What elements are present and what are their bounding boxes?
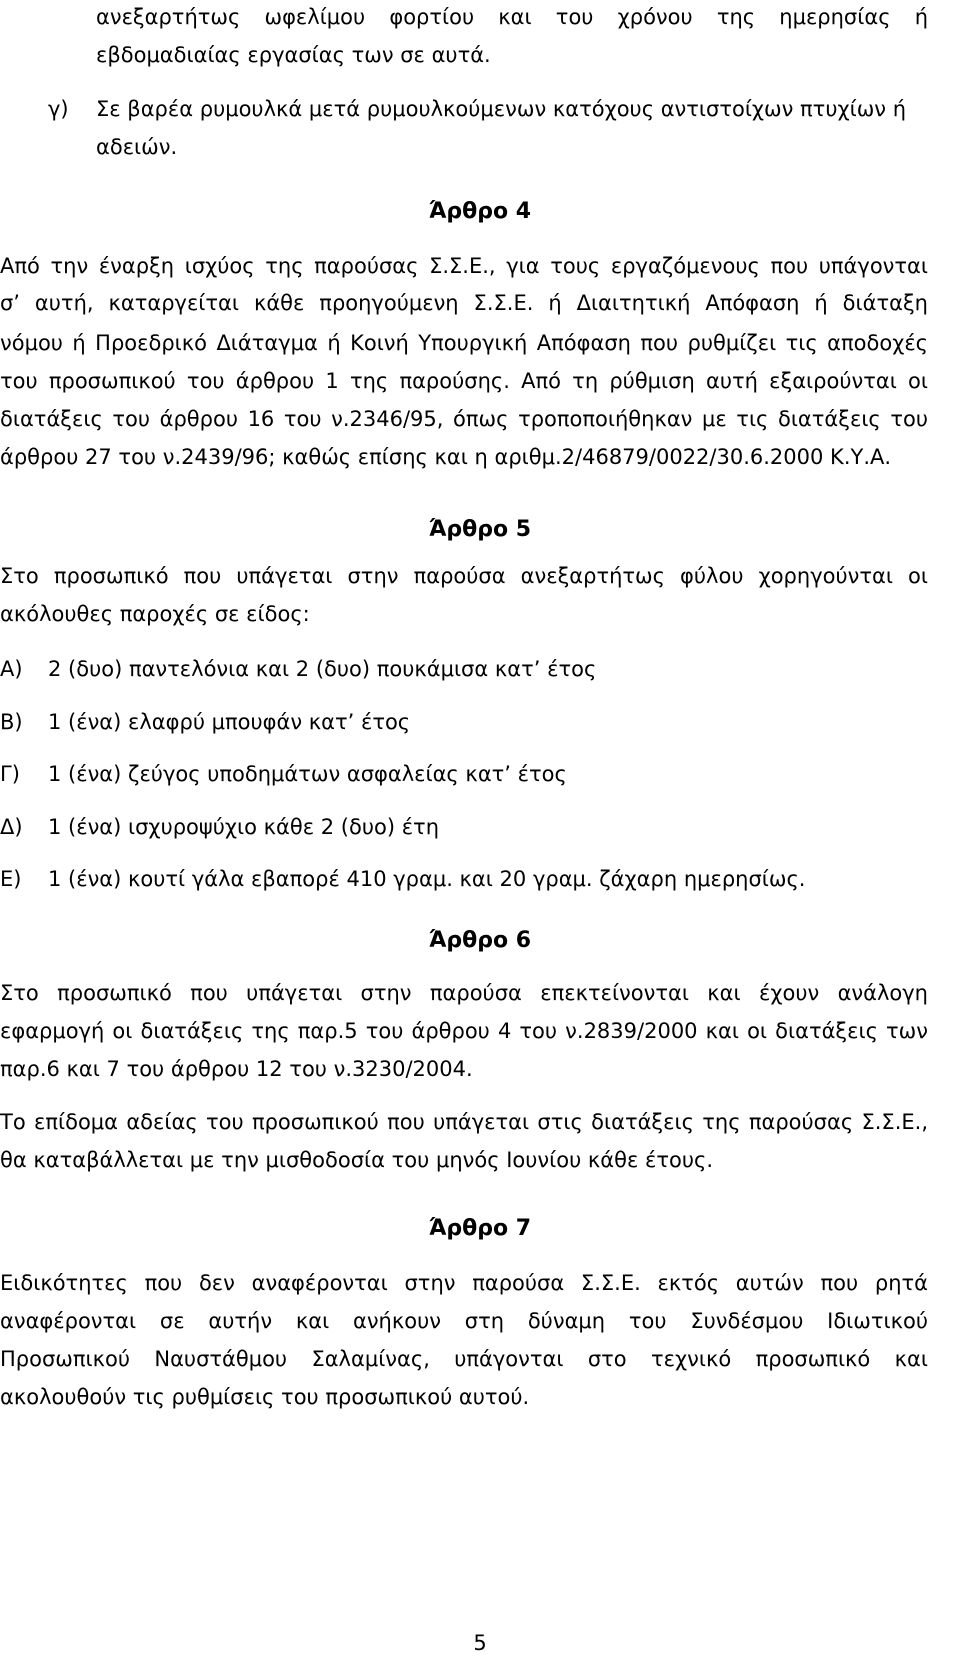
paragraph-line: Προσωπικού Ναυστάθμου Σαλαμίνας, υπάγονται στο τεχνικό προσωπικό και xyxy=(0,1347,928,1371)
paragraph-line: άρθρου 27 του ν.2439/96; καθώς επίσης και η αριθμ.2/46879/0022/30.6.2000 Κ.Υ.Α. xyxy=(0,445,892,469)
paragraph-line: Ειδικότητες που δεν αναφέρονται στην παρούσα Σ.Σ.Ε. εκτός αυτών που ρητά xyxy=(0,1271,928,1295)
paragraph-line: αδειών. xyxy=(96,135,178,159)
list-label: γ) xyxy=(48,97,69,121)
paragraph-line: Στο προσωπικό που υπάγεται στην παρούσα ανεξαρτήτως φύλου χορηγούνται οι xyxy=(0,564,928,588)
article-heading: Άρθρο 7 xyxy=(428,1216,532,1241)
paragraph-line: Στο προσωπικό που υπάγεται στην παρούσα επεκτείνονται και έχουν ανάλογη xyxy=(0,981,928,1005)
paragraph-line: εβδομαδιαίας εργασίας των σε αυτά. xyxy=(96,43,491,67)
list-label: Α) xyxy=(0,657,23,681)
page-number: 5 xyxy=(473,1631,487,1655)
list-item xyxy=(0,866,805,892)
list-item xyxy=(0,656,596,682)
list-item xyxy=(0,761,567,787)
paragraph-line: ακόλουθες παροχές σε είδος: xyxy=(0,602,310,626)
list-item xyxy=(0,709,410,735)
paragraph-line: αναφέρονται σε αυτήν και ανήκουν στη δύναμη του Συνδέσμου Ιδιωτικού xyxy=(0,1309,928,1333)
paragraph-line: σ’ αυτή, καταργείται κάθε προηγούμενη Σ.Σ.Ε. ή Διαιτητική Απόφαση ή διάταξη xyxy=(0,291,928,315)
list-item xyxy=(0,814,439,840)
paragraph-line: Από την έναρξη ισχύος της παρούσας Σ.Σ.Ε., για τους εργαζόμενους που υπάγονται xyxy=(0,254,928,278)
paragraph-line: Το επίδομα αδείας του προσωπικού που υπάγεται στις διατάξεις της παρούσας Σ.Σ.Ε., xyxy=(0,1110,928,1134)
article-heading: Άρθρο 5 xyxy=(428,517,532,542)
paragraph-line: θα καταβάλλεται με την μισθοδοσία του μηνός Ιουνίου κάθε έτους. xyxy=(0,1148,713,1172)
paragraph-line: ανεξαρτήτως ωφελίμου φορτίου και του χρόνου της ημερησίας ή xyxy=(96,5,928,29)
paragraph-line: διατάξεις του άρθρου 16 του ν.2346/95, όπως τροποποιήθηκαν με τις διατάξεις του xyxy=(0,407,928,431)
article-heading: Άρθρο 6 xyxy=(428,928,532,953)
list-label: Δ) xyxy=(0,815,23,839)
list-text: 1 (ένα) ελαφρύ μπουφάν κατ’ έτος xyxy=(48,710,411,734)
list-label: Γ) xyxy=(0,762,20,786)
list-item xyxy=(48,96,928,122)
list-text: Σε βαρέα ρυμουλκά μετά ρυμουλκούμενων κατόχους αντιστοίχων πτυχίων ή xyxy=(96,97,907,121)
list-text: 2 (δυο) παντελόνια και 2 (δυο) πουκάμισα κατ’ έτος xyxy=(48,657,597,681)
list-label: Β) xyxy=(0,710,23,734)
list-label: Ε) xyxy=(0,867,22,891)
list-text: 1 (ένα) κουτί γάλα εβαπορέ 410 γραμ. και 20 γραμ. ζάχαρη ημερησίως. xyxy=(48,867,806,891)
paragraph-line: εφαρμογή οι διατάξεις της παρ.5 του άρθρου 4 του ν.2839/2000 και οι διατάξεις των xyxy=(0,1019,928,1043)
article-heading: Άρθρο 4 xyxy=(428,199,532,224)
list-text: 1 (ένα) ζεύγος υποδημάτων ασφαλείας κατ’ έτος xyxy=(48,762,567,786)
paragraph-line: ακολουθούν τις ρυθμίσεις του προσωπικού αυτού. xyxy=(0,1385,530,1409)
paragraph-line: παρ.6 και 7 του άρθρου 12 του ν.3230/2004. xyxy=(0,1057,473,1081)
paragraph-line: του προσωπικού του άρθρου 1 της παρούσης. Από τη ρύθμιση αυτή εξαιρούνται οι xyxy=(0,369,928,393)
list-text: 1 (ένα) ισχυροψύχιο κάθε 2 (δυο) έτη xyxy=(48,815,440,839)
paragraph-line: νόμου ή Προεδρικό Διάταγμα ή Κοινή Υπουργική Απόφαση που ρυθμίζει τις αποδοχές xyxy=(0,331,928,355)
